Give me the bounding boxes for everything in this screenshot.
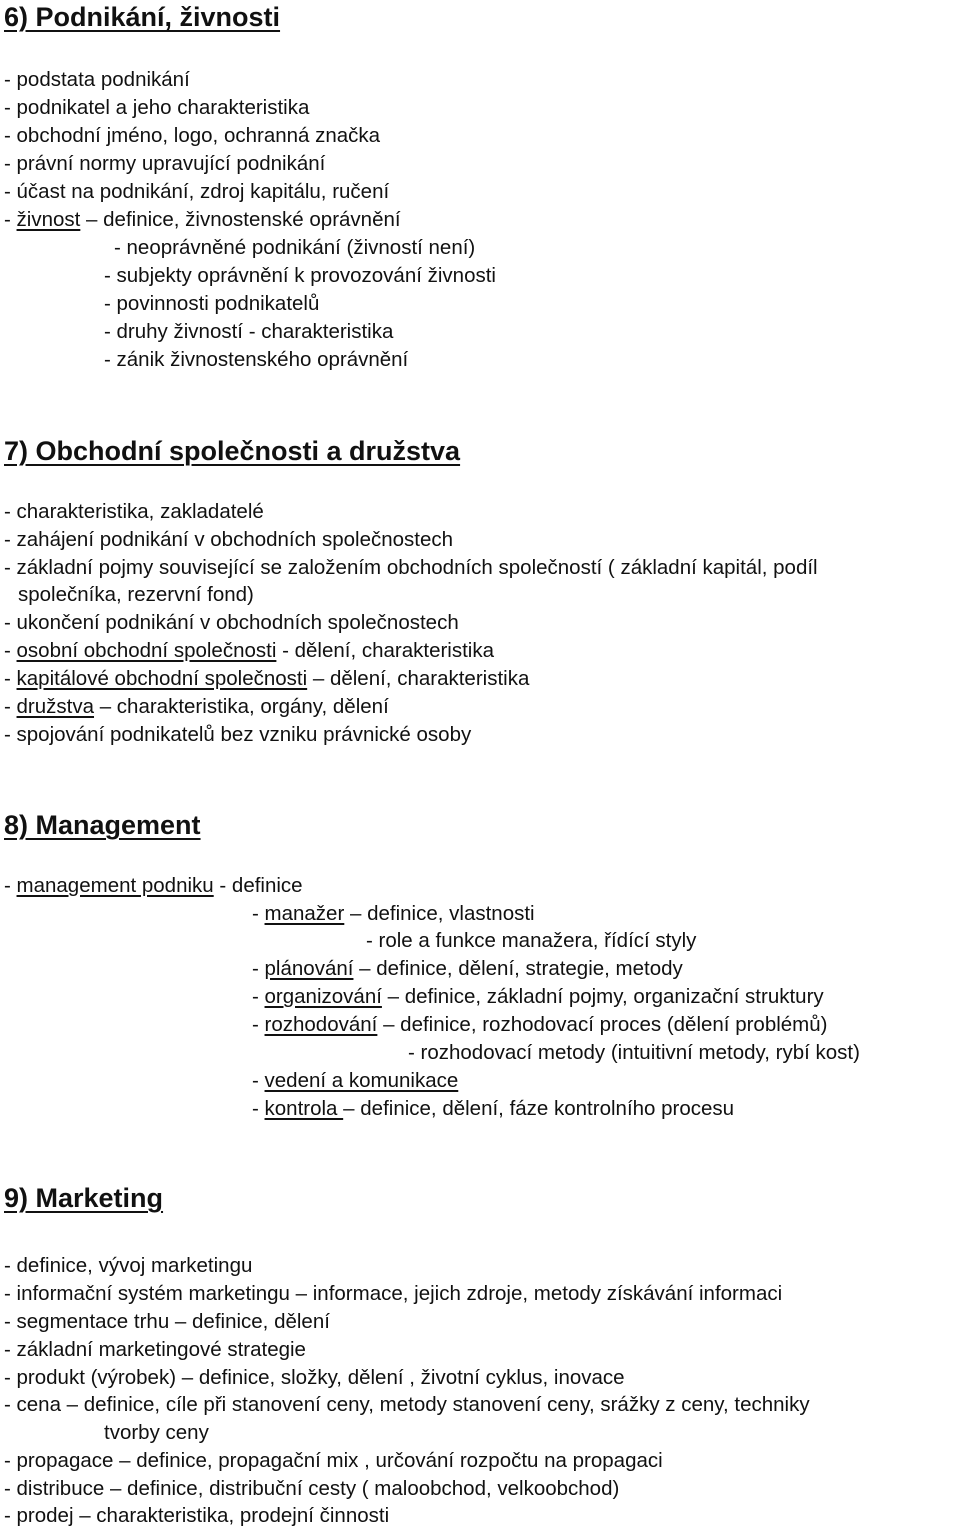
s7-line-4: společníka, rezervní fond)	[18, 583, 254, 606]
s8-line-9-dash: -	[252, 1097, 265, 1120]
s8-line-2-rest: – definice, vlastnosti	[344, 902, 535, 925]
s8-line-8-dash: -	[252, 1069, 265, 1092]
s7-line-8	[4, 694, 389, 720]
s8-line-6-term: rozhodování	[264, 1013, 378, 1036]
s6-line-6-dash: -	[4, 208, 17, 231]
s9-line-1: - definice, vývoj marketingu	[4, 1254, 253, 1277]
s8-line-4-term: plánování	[264, 957, 354, 980]
s6-line-10: - druhy živností - charakteristika	[104, 320, 394, 343]
s7-line-1: - charakteristika, zakladatelé	[4, 500, 264, 523]
s6-line-4: - právní normy upravující podnikání	[4, 152, 326, 175]
s7-line-7-dash: -	[4, 667, 17, 690]
s8-line-6	[252, 1012, 827, 1038]
s7-line-8-rest: – charakteristika, orgány, dělení	[94, 695, 389, 718]
s6-line-6-rest: – definice, živnostenské oprávnění	[80, 208, 401, 231]
s6-line-3: - obchodní jméno, logo, ochranná značka	[4, 124, 381, 147]
s6-line-2: - podnikatel a jeho charakteristika	[4, 96, 310, 119]
s8-line-1-rest: - definice	[213, 874, 303, 897]
s8-line-9	[252, 1096, 734, 1122]
s9-line-2: - informační systém marketingu – informace, jejich zdroje, metody získávání informaci	[4, 1282, 783, 1305]
s6-line-6	[4, 207, 401, 233]
s6-line-8: - subjekty oprávnění k provozování živnosti	[104, 264, 496, 287]
s8-line-4-rest: – definice, dělení, strategie, metody	[353, 957, 683, 980]
s9-line-6: - cena – definice, cíle při stanovení ceny, metody stanovení ceny, srážky z ceny, techniky	[4, 1393, 810, 1416]
s8-line-1	[4, 873, 303, 899]
s8-line-9-rest: – definice, dělení, fáze kontrolního procesu	[343, 1097, 735, 1120]
s8-line-1-dash: -	[4, 874, 17, 897]
s7-line-8-dash: -	[4, 695, 17, 718]
s9-line-7: tvorby ceny	[104, 1421, 209, 1444]
s7-line-9: - spojování podnikatelů bez vzniku právnické osoby	[4, 723, 472, 746]
s8-line-9-term: kontrola	[264, 1097, 344, 1120]
s9-line-10: - prodej – charakteristika, prodejní činnosti	[4, 1504, 390, 1527]
s9-line-4: - základní marketingové strategie	[4, 1338, 306, 1361]
s8-line-5-term: organizování	[264, 985, 382, 1008]
s6-line-9: - povinnosti podnikatelů	[104, 292, 320, 315]
section-7-heading: 7) Obchodní společnosti a družstva	[4, 436, 461, 466]
s7-line-2: - zahájení podnikání v obchodních společnostech	[4, 528, 454, 551]
s7-line-8-term: družstva	[16, 695, 95, 718]
s7-line-7	[4, 666, 529, 692]
s8-line-5-dash: -	[252, 985, 265, 1008]
s7-line-6	[4, 638, 494, 664]
section-8-heading: 8) Management	[4, 810, 201, 840]
s7-line-6-rest: - dělení, charakteristika	[276, 639, 495, 662]
s7-line-6-term: osobní obchodní společnosti	[16, 639, 277, 662]
s9-line-9: - distribuce – definice, distribuční cesty ( maloobchod, velkoobchod)	[4, 1477, 620, 1500]
s9-line-8: - propagace – definice, propagační mix , určování rozpočtu na propagaci	[4, 1449, 663, 1472]
s8-line-2	[252, 901, 535, 927]
section-9-heading: 9) Marketing	[4, 1183, 164, 1213]
s8-line-4	[252, 956, 683, 982]
s9-line-5: - produkt (výrobek) – definice, složky, dělení , životní cyklus, inovace	[4, 1366, 625, 1389]
s8-line-6-dash: -	[252, 1013, 265, 1036]
s8-line-2-dash: -	[252, 902, 265, 925]
s9-line-3: - segmentace trhu – definice, dělení	[4, 1310, 330, 1333]
s8-line-4-dash: -	[252, 957, 265, 980]
s8-line-1-term: management podniku	[16, 874, 214, 897]
s6-line-5: - účast na podnikání, zdroj kapitálu, ručení	[4, 180, 390, 203]
s8-line-3: - role a funkce manažera, řídící styly	[366, 929, 697, 952]
s8-line-8	[252, 1068, 458, 1094]
s7-line-6-dash: -	[4, 639, 17, 662]
s6-line-7: - neoprávněné podnikání (živností není)	[114, 236, 476, 259]
s7-line-7-term: kapitálové obchodní společnosti	[16, 667, 308, 690]
section-6-heading: 6) Podnikání, živnosti	[4, 2, 281, 32]
s6-line-6-term: živnost	[16, 208, 81, 231]
s8-line-5-rest: – definice, základní pojmy, organizační struktury	[381, 985, 824, 1008]
s8-line-5	[252, 984, 824, 1010]
s8-line-6-rest: – definice, rozhodovací proces (dělení problémů)	[377, 1013, 828, 1036]
s8-line-2-term: manažer	[264, 902, 345, 925]
s6-line-1: - podstata podnikání	[4, 68, 190, 91]
s8-line-7: - rozhodovací metody (intuitivní metody, rybí kost)	[408, 1041, 860, 1064]
s7-line-3: - základní pojmy související se založením obchodních společností ( základní kapitál, podíl	[4, 556, 818, 579]
s7-line-5: - ukončení podnikání v obchodních společnostech	[4, 611, 459, 634]
s8-line-8-term: vedení a komunikace	[264, 1069, 459, 1092]
s6-line-11: - zánik živnostenského oprávnění	[104, 348, 409, 371]
s7-line-7-rest: – dělení, charakteristika	[307, 667, 530, 690]
